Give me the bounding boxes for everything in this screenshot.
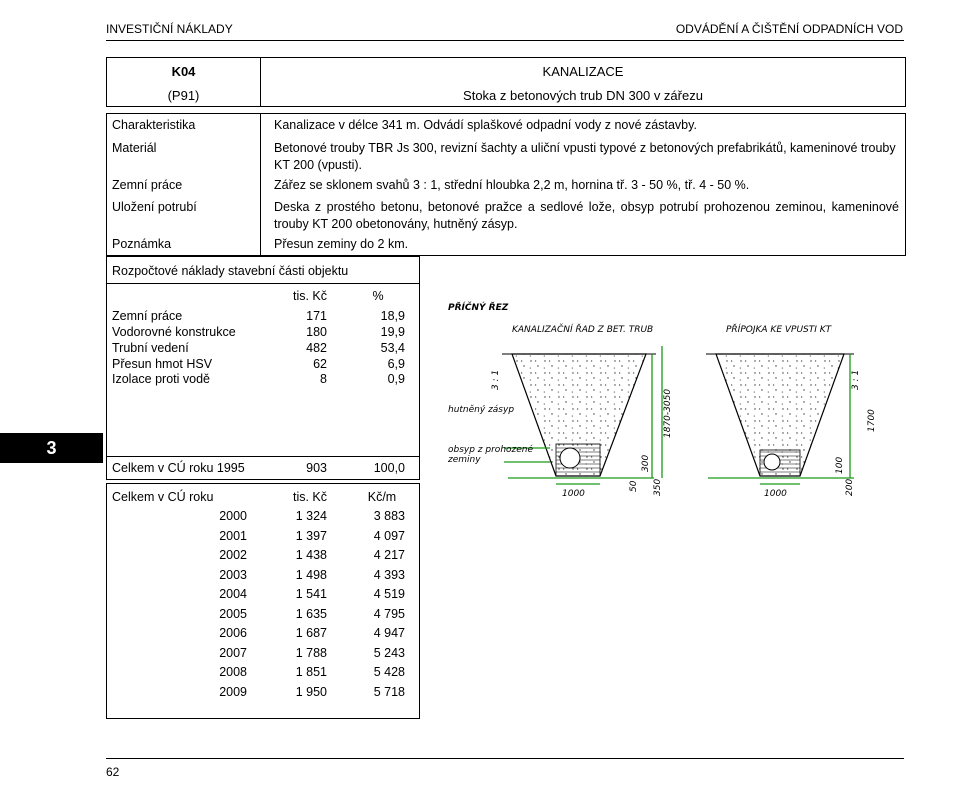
yearly-row-tis: 1 687 — [295, 626, 327, 640]
yearly-row-tis: 1 438 — [295, 548, 327, 562]
dim-200: 200 — [845, 478, 855, 496]
yearly-row-perm: 4 947 — [373, 626, 405, 640]
width-left: 1000 — [562, 489, 585, 499]
yearly-row-perm: 4 519 — [373, 587, 405, 601]
dim-50: 50 — [629, 480, 639, 492]
budget-title: Rozpočtové náklady stavební části objektu — [112, 264, 349, 278]
properties-block — [106, 113, 906, 256]
right-pipe — [764, 454, 780, 470]
budget-row-name: Trubní vedení — [112, 341, 189, 355]
yearly-row-year: 2007 — [219, 645, 247, 660]
drawing-title: PŘÍČNÝ ŘEZ — [448, 303, 509, 313]
yearly-row-tis: 1 397 — [295, 528, 327, 543]
object-subtitle: Stoka z betonových trub DN 300 v zářezu — [463, 88, 703, 103]
budget-row-tis: 180 — [306, 325, 327, 339]
budget-row-name: Zemní práce — [112, 309, 183, 323]
object-code: K04 — [171, 64, 196, 79]
properties-divider — [260, 114, 261, 255]
left-pipe — [560, 448, 580, 468]
property-label: Zemní práce — [112, 178, 183, 192]
budget-row-pct: 53,4 — [380, 341, 405, 355]
property-label: Uložení potrubí — [112, 200, 197, 214]
drawing-left-label: KANALIZAČNÍ ŘAD Z BET. TRUB — [512, 325, 654, 335]
footer-rule — [106, 758, 904, 759]
property-label: Poznámka — [112, 237, 172, 251]
drawing-right-label: PŘÍPOJKA KE VPUSTI KT — [726, 325, 832, 335]
section-tab: 3 — [0, 433, 103, 463]
budget-total-label: Celkem v CÚ roku 1995 — [112, 461, 245, 475]
budget-row-name: Vodorovné konstrukce — [112, 325, 236, 339]
bedding-label-2: zeminy — [448, 455, 481, 465]
yearly-label: Celkem v CÚ roku — [112, 490, 214, 504]
budget-row-tis: 8 — [320, 372, 327, 386]
title-block — [106, 57, 906, 107]
budget-col-tis: tis. Kč — [292, 289, 328, 303]
yearly-row-year: 2001 — [219, 528, 247, 543]
dim-350: 350 — [653, 478, 663, 496]
bedding-label-1: obsyp z prohozené — [448, 445, 534, 455]
yearly-row-tis: 1 541 — [295, 587, 327, 601]
budget-col-pct: % — [372, 289, 384, 303]
yearly-col-tis: tis. Kč — [292, 490, 328, 504]
yearly-row-tis: 1 498 — [295, 567, 327, 582]
budget-row-name: Přesun hmot HSV — [112, 357, 213, 371]
yearly-row-tis: 1 635 — [295, 606, 327, 621]
budget-row-tis: 62 — [313, 357, 327, 371]
property-value: Kanalizace v délce 341 m. Odvádí splaškové odpadní vody z nové zástavby. — [274, 118, 697, 132]
yearly-row-tis: 1 950 — [295, 684, 327, 699]
yearly-row-year: 2003 — [219, 567, 247, 582]
budget-row-pct: 18,9 — [380, 309, 405, 323]
yearly-row-perm: 5 718 — [373, 684, 405, 699]
property-value: Přesun zeminy do 2 km. — [274, 237, 409, 251]
depth-right: 1700 — [867, 409, 877, 432]
budget-total-rule — [107, 456, 419, 457]
property-value: Deska z prostého betonu, betonové pražce a sedlové lože, obsyp potrubí prohozenou zeminou, kameninové trouby KT 200 obetonovány, hutněný zásyp. — [274, 200, 899, 231]
budget-total-tis: 903 — [306, 461, 327, 475]
yearly-row-perm: 4 217 — [373, 548, 405, 562]
yearly-row-perm: 5 243 — [373, 645, 405, 660]
yearly-row-year: 2004 — [219, 587, 247, 601]
yearly-row-perm: 3 883 — [373, 509, 405, 523]
slope-right: 3 : 1 — [851, 369, 861, 390]
yearly-row-perm: 5 428 — [373, 665, 405, 679]
header-right: ODVÁDĚNÍ A ČIŠTĚNÍ ODPADNÍCH VOD — [675, 22, 903, 36]
yearly-row-tis: 1 788 — [295, 645, 327, 660]
yearly-row-tis: 1 324 — [295, 509, 327, 523]
yearly-row-year: 2006 — [219, 626, 247, 640]
property-value: Zářez se sklonem svahů 3 : 1, střední hloubka 2,2 m, hornina tř. 3 - 50 %, tř. 4 - 50 %. — [274, 178, 750, 192]
yearly-row-year: 2005 — [219, 606, 247, 621]
yearly-row-perm: 4 097 — [373, 528, 405, 543]
yearly-row-perm: 4 393 — [373, 567, 405, 582]
fill-label: hutněný zásyp — [448, 405, 515, 415]
width-right: 1000 — [764, 489, 787, 499]
cross-section-svg — [430, 286, 906, 536]
yearly-col-perm: Kč/m — [367, 490, 397, 504]
property-label: Charakteristika — [112, 118, 196, 132]
budget-block — [106, 256, 420, 480]
dim-100: 100 — [835, 456, 845, 474]
property-label: Materiál — [112, 141, 157, 155]
depth-left: 1870-3050 — [663, 388, 673, 438]
slope-left: 3 : 1 — [491, 369, 501, 390]
property-value: Betonové trouby TBR Js 300, revizní šachty a uliční vpusti typové z betonových prefabrikátů, kameninové trouby KT 200 (vpusti). — [274, 141, 896, 172]
yearly-row-year: 2002 — [219, 548, 247, 562]
yearly-row-perm: 4 795 — [373, 606, 405, 621]
object-category: KANALIZACE — [542, 64, 624, 79]
object-subcode: (P91) — [167, 88, 200, 103]
header-left: INVESTIČNÍ NÁKLADY — [106, 22, 233, 36]
budget-row-pct: 0,9 — [387, 372, 405, 386]
page-number: 62 — [106, 765, 120, 779]
budget-row-tis: 482 — [306, 341, 327, 355]
yearly-block — [106, 483, 420, 719]
yearly-row-tis: 1 851 — [295, 665, 327, 679]
cross-section-drawing — [430, 256, 906, 720]
yearly-row-year: 2000 — [219, 509, 247, 523]
budget-row-name: Izolace proti vodě — [112, 372, 210, 386]
header-rule — [106, 40, 904, 41]
budget-row-pct: 6,9 — [387, 357, 405, 371]
budget-row-pct: 19,9 — [380, 325, 405, 339]
budget-row-tis: 171 — [306, 309, 327, 323]
budget-title-rule — [107, 283, 419, 284]
dim-300: 300 — [641, 454, 651, 472]
yearly-row-year: 2009 — [219, 684, 247, 699]
budget-total-pct: 100,0 — [373, 461, 405, 475]
yearly-row-year: 2008 — [219, 665, 247, 679]
